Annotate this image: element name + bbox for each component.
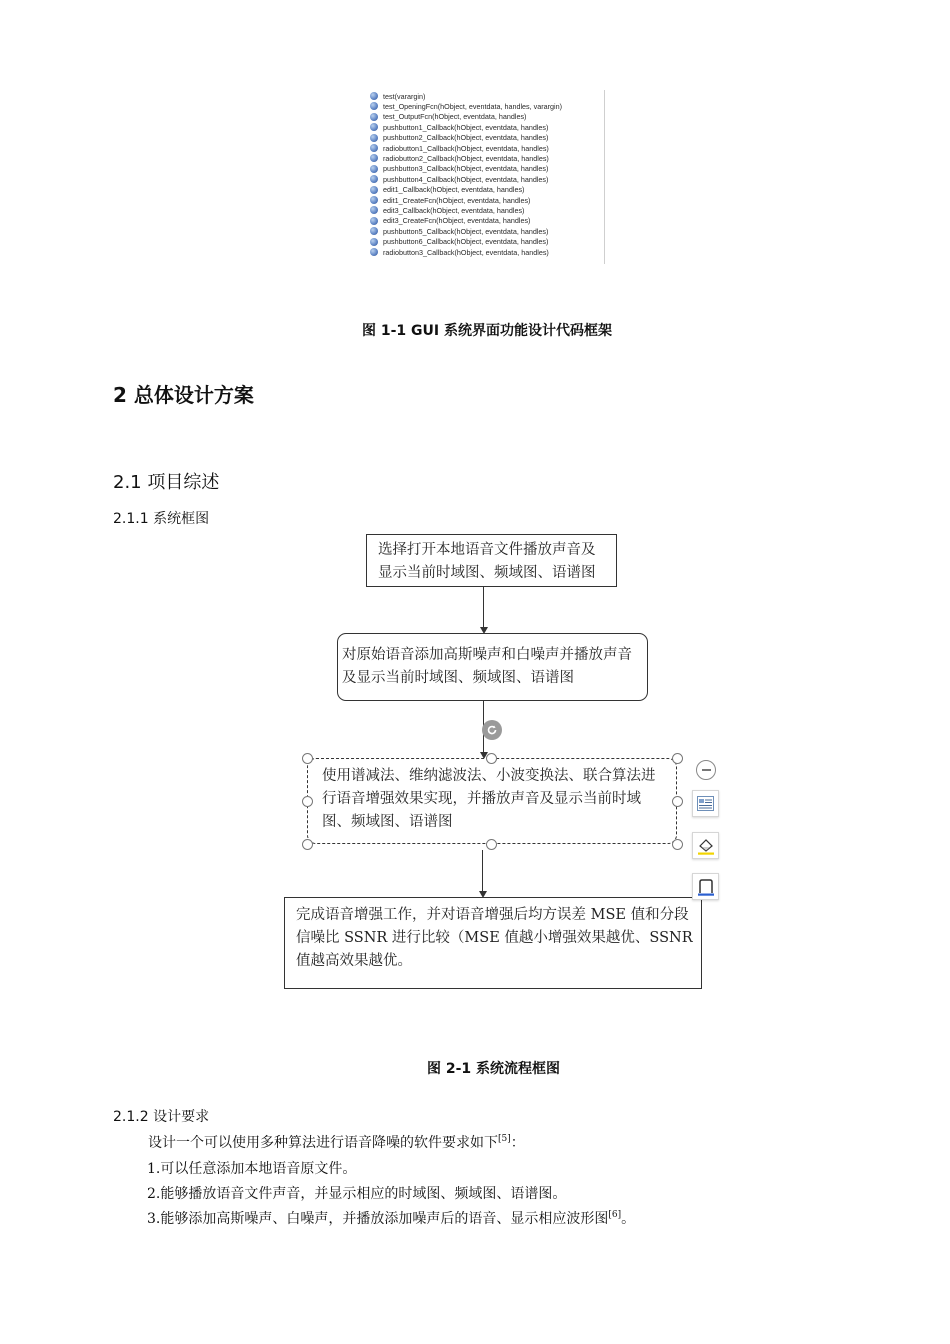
- flowchart-box-2: [337, 633, 648, 701]
- code-list-item-text: pushbutton3_Callback(hObject, eventdata, handles): [383, 164, 549, 174]
- flowchart-box-4-line-2: 信噪比 SSNR 进行比较（MSE 值越小增强效果越优、SSNR: [296, 930, 693, 946]
- function-icon: [370, 186, 378, 194]
- code-list-item[interactable]: [370, 112, 526, 122]
- resize-handle-bottom-left[interactable]: [302, 839, 313, 850]
- code-list-item[interactable]: [370, 216, 530, 226]
- code-list-item-text: pushbutton4_Callback(hObject, eventdata, handles): [383, 174, 549, 184]
- figure-2-1-caption: 图 2-1 系统流程框图: [427, 1061, 561, 1077]
- flowchart-box-2-line-1: 对原始语音添加高斯噪声和白噪声并播放声音: [342, 647, 632, 663]
- code-list-item-text: pushbutton5_Callback(hObject, eventdata, handles): [383, 226, 549, 236]
- rotate-handle-icon[interactable]: [482, 720, 502, 740]
- resize-handle-top-right[interactable]: [672, 753, 683, 764]
- flowchart-box-4-line-1: 完成语音增强工作，并对语音增强后均方误差 MSE 值和分段: [296, 907, 689, 923]
- code-list-item-text: test_OutputFcn(hObject, eventdata, handles): [383, 112, 527, 122]
- outline-icon[interactable]: [692, 873, 719, 900]
- resize-handle-middle-left[interactable]: [302, 796, 313, 807]
- code-list-item[interactable]: [370, 226, 548, 236]
- flowchart-box-3-line-2: 行语音增强效果实现，并播放声音及显示当前时域: [322, 791, 641, 807]
- code-list-item-text: test(varargin): [383, 91, 426, 101]
- flowchart-box-3-line-1: 使用谱减法、维纳滤波法、小波变换法、联合算法进: [322, 768, 656, 784]
- function-icon: [370, 227, 378, 235]
- function-icon: [370, 175, 378, 183]
- function-icon: [370, 196, 378, 204]
- code-list-item[interactable]: [370, 174, 548, 184]
- layout-options-icon[interactable]: [692, 790, 719, 817]
- requirement-item-3: [147, 1208, 635, 1228]
- code-list-item-text: edit3_CreateFcn(hObject, eventdata, handles): [383, 216, 531, 226]
- function-icon: [370, 123, 378, 131]
- requirement-item-3-text: 3.能够添加高斯噪声、白噪声，并播放添加噪声后的语音、显示相应波形图: [147, 1211, 609, 1227]
- minus-circle-icon[interactable]: [696, 760, 716, 780]
- resize-handle-top-center[interactable]: [486, 753, 497, 764]
- flowchart-box-3-line-3: 图、频域图、语谱图: [322, 814, 453, 830]
- requirement-item-3-end: 。: [621, 1211, 636, 1227]
- code-list-item[interactable]: [370, 237, 548, 247]
- code-list-item[interactable]: [370, 153, 549, 163]
- fill-color-icon[interactable]: [692, 832, 719, 859]
- section-heading-2-1: 2.1 项目综述: [113, 472, 220, 493]
- flowchart-box-4: [284, 897, 702, 989]
- requirements-intro-end: ：: [510, 1135, 525, 1151]
- code-list-item-text: radiobutton1_Callback(hObject, eventdata, handles): [383, 143, 549, 153]
- resize-handle-top-left[interactable]: [302, 753, 313, 764]
- function-icon: [370, 165, 378, 173]
- resize-handle-bottom-right[interactable]: [672, 839, 683, 850]
- code-framework-list: [368, 90, 605, 264]
- function-icon: [370, 134, 378, 142]
- section-heading-2: 2 总体设计方案: [113, 383, 254, 407]
- code-list-item-text: edit1_Callback(hObject, eventdata, handles): [383, 185, 525, 195]
- code-list-item-text: pushbutton1_Callback(hObject, eventdata, handles): [383, 122, 549, 132]
- code-list-item[interactable]: [370, 122, 548, 132]
- citation-ref: [5]: [498, 1134, 511, 1144]
- code-list-item[interactable]: [370, 91, 425, 101]
- code-list-item-text: pushbutton2_Callback(hObject, eventdata, handles): [383, 133, 549, 143]
- flowchart-arrow-1: [483, 587, 484, 627]
- section-heading-2-1-1: 2.1.1 系统框图: [113, 511, 210, 527]
- function-icon: [370, 113, 378, 121]
- function-icon: [370, 144, 378, 152]
- requirement-item-2: 2.能够播放语音文件声音，并显示相应的时域图、频域图、语谱图。: [147, 1186, 567, 1202]
- section-heading-2-1-2: 2.1.2 设计要求: [113, 1109, 210, 1125]
- requirements-intro: [148, 1132, 525, 1152]
- function-icon: [370, 154, 378, 162]
- figure-1-1-caption: 图 1-1 GUI 系统界面功能设计代码框架: [362, 323, 612, 339]
- flowchart-box-2-line-2: 及显示当前时域图、频域图、语谱图: [342, 670, 574, 686]
- function-icon: [370, 102, 378, 110]
- code-list-item[interactable]: [370, 143, 549, 153]
- resize-handle-middle-right[interactable]: [672, 796, 683, 807]
- code-list-item[interactable]: [370, 185, 524, 195]
- code-list-item-text: edit3_Callback(hObject, eventdata, handles): [383, 205, 525, 215]
- code-list-item-text: edit1_CreateFcn(hObject, eventdata, handles): [383, 195, 531, 205]
- flowchart-arrow-3: [482, 850, 483, 891]
- code-list-item-text: radiobutton2_Callback(hObject, eventdata, handles): [383, 153, 549, 163]
- function-icon: [370, 238, 378, 246]
- code-list-item[interactable]: [370, 195, 530, 205]
- flowchart-box-1-line-2: 显示当前时域图、频域图、语谱图: [378, 565, 596, 581]
- code-list-item-text: test_OpeningFcn(hObject, eventdata, handles, varargin): [383, 101, 562, 111]
- flowchart-box-1: [366, 534, 617, 587]
- function-icon: [370, 248, 378, 256]
- code-list-item[interactable]: [370, 101, 562, 111]
- function-icon: [370, 217, 378, 225]
- function-icon: [370, 92, 378, 100]
- function-icon: [370, 206, 378, 214]
- citation-ref: [6]: [608, 1210, 622, 1220]
- code-list-item[interactable]: [370, 247, 549, 257]
- code-list-item[interactable]: [370, 133, 548, 143]
- code-list-item-text: radiobutton3_Callback(hObject, eventdata, handles): [383, 247, 549, 257]
- code-list-item[interactable]: [370, 164, 548, 174]
- requirements-intro-text: 设计一个可以使用多种算法进行语音降噪的软件要求如下: [148, 1135, 498, 1151]
- flowchart-box-1-line-1: 选择打开本地语音文件播放声音及: [378, 542, 596, 558]
- code-list-item-text: pushbutton6_Callback(hObject, eventdata, handles): [383, 237, 549, 247]
- requirement-item-1: 1.可以任意添加本地语音原文件。: [147, 1161, 357, 1177]
- code-list-item[interactable]: [370, 205, 524, 215]
- flowchart-box-4-line-3: 值越高效果越优。: [296, 953, 412, 969]
- flowchart-box-3-selected[interactable]: [307, 758, 677, 844]
- resize-handle-bottom-center[interactable]: [486, 839, 497, 850]
